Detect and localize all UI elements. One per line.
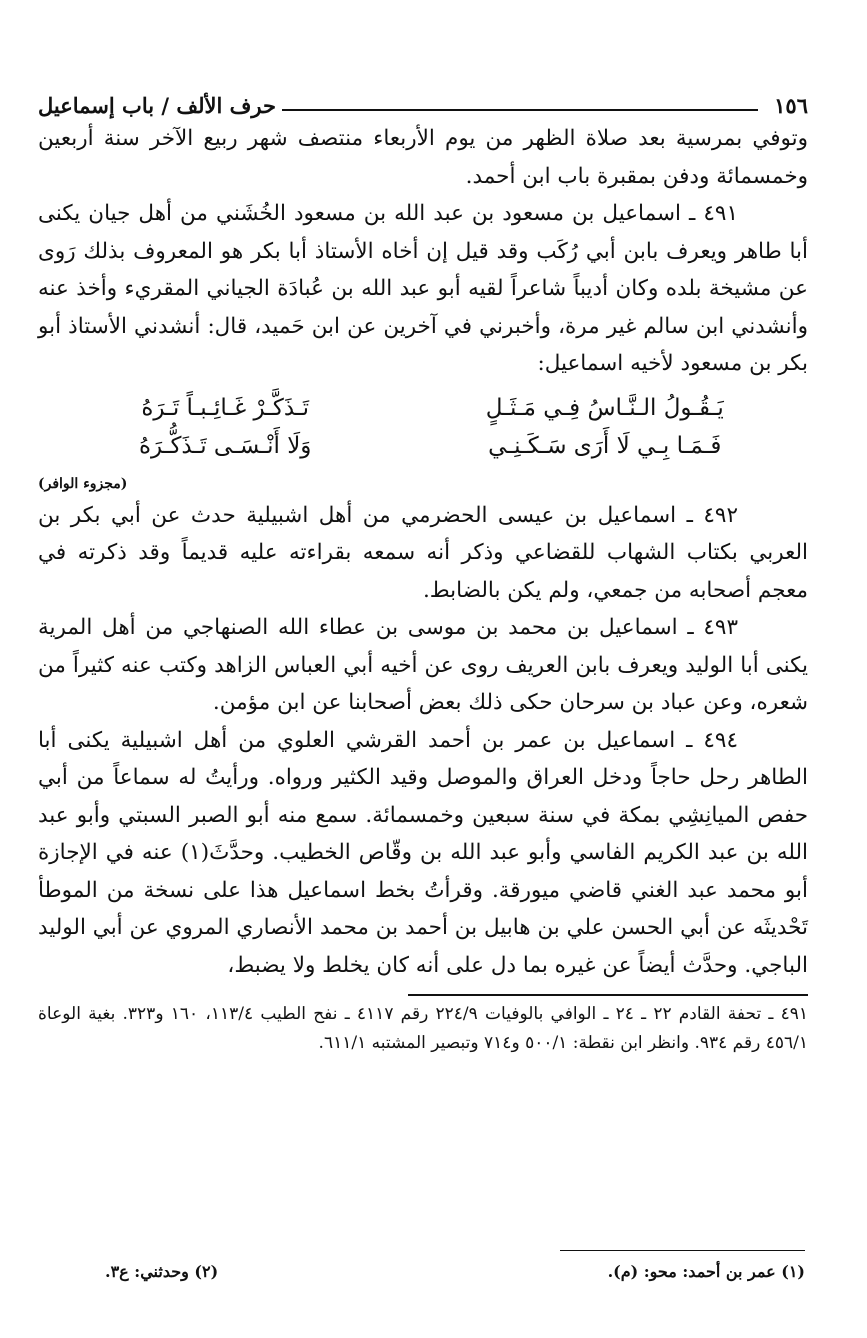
header-rule [282,109,758,111]
verse-2-first-hemistich: فَـمَـا بِـي لَا أَرَى سَـكَـنِـي [488,432,722,459]
verse-2 [38,427,808,465]
poem [38,389,808,465]
entry-492: ٤٩٢ ـ اسماعيل بن عيسى الحضرمي من أهل اشبيلية حدث عن أبي بكر بن العربي بكتاب الشهاب للقضاعي وذكر أنه سمعه بقراءته عليه قديماً وقد ذكرته في معجم أصحابه من جمعي، ولم يكن بالضابط. [38,502,808,603]
verse-2-second-hemistich: وَلَا أَنْـسَـى تَـذَكُّـرَهُ [138,432,312,459]
note-2: (٢) وحدثني: ع٣. [105,1262,219,1281]
verse-1-second-hemistich: تَـذَكَّـرْ غَـائِـبـاً تَـرَهُ [141,394,310,421]
verse-1-first-hemistich: يَـقُـولُ الـنَّـاسُ فِـي مَـثَـلٍ [485,394,724,421]
footnote-sources: ٤٩١ ـ تحفة القادم ٢٢ ـ ٢٤ ـ الوافي بالوفيات ٢٢٤/٩ رقم ٤١١٧ ـ نفح الطيب ١١٣/٤، ١٦٠ و٣٢٣. بغية الوعاة ٤٥٦/١ رقم ٩٣٤. وانظر ابن نقطة: ٥٠٠/١ و٧١٤ وتبصير المشتبه ٦١١/١. [38,1004,808,1053]
paragraph-continuation: وتوفي بمرسية بعد صلاة الظهر من يوم الأربعاء منتصف شهر ربيع الآخر سنة أربعين وخمسمائة ودفن بمقبرة باب ابن أحمد. [38,126,808,189]
running-header [38,82,808,118]
book-page [38,82,808,1058]
entry-493: ٤٩٣ ـ اسماعيل بن محمد بن موسى بن عطاء الله الصنهاجي من أهل المرية يكنى أبا الوليد ويعرف بابن العريف روى عن أخيه أبي العباس الزاهد وكتب عنه كثيراً من شعره، وعن عباد بن سرحان حكى ذلك بعض أصحابنا عن ابن مؤمن. [38,615,808,715]
main-text [38,120,808,984]
editorial-notes [105,1262,805,1281]
footnote-rule [408,994,808,996]
entry-491: ٤٩١ ـ اسماعيل بن مسعود بن عبد الله بن مسعود الخُشَني من أهل جيان يكنى أبا طاهر ويعرف بابن أبي رُكَب وقد قيل إن أخاه الأستاذ أبا بكر هو المعروف بذلك رَوى عن مشيخة بلده وكان أديباً شاعراً لقيه أبو عبد الله بن عُبادَة الجياني المقريء وأخذ عنه وأنشدني ابن سالم غير مرة، وأخبرني في آخرين عن ابن حَميد، قال: أنشدني الأستاذ أبو بكر بن مسعود لأخيه اسماعيل: [38,201,808,376]
notes-rule [560,1250,805,1251]
note-1: (١) عمر بن أحمد: محو: (م). [607,1262,805,1281]
entry-494: ٤٩٤ ـ اسماعيل بن عمر بن أحمد القرشي العلوي من أهل اشبيلية يكنى أبا الطاهر رحل حاجاً ودخل العراق والموصل وقيد الكثير ورواه. ورأيتُ له سماعاً من أبي حفص الميانِشِي بمكة في سنة سبعين وخمسمائة. سمع منه أبو الصبر السبتي وأبو عبد الله بن عبد الكريم الفاسي وأبو عبد الله بن وقّاص الخطيب. وحدَّثَ(١) عنه في الإجازة أبو محمد عبد الغني قاضي ميورقة. وقرأتُ بخط اسماعيل هذا على نسخة من الموطأ تَحْديثَه عن أبي الحسن علي بن هابيل بن أحمد بن محمد الأنصاري المروي عن أبي الوليد الباجي. وحدَّث أيضاً عن غيره بما دل على أنه كان يخلط ولا يضبط، [37,727,809,978]
poem-meter: (مجزوء الوافر) [38,475,128,492]
verse-1 [38,389,808,427]
running-title: حرف الألف / باب إسماعيل [38,93,276,118]
page-number: ١٥٦ [774,93,808,118]
